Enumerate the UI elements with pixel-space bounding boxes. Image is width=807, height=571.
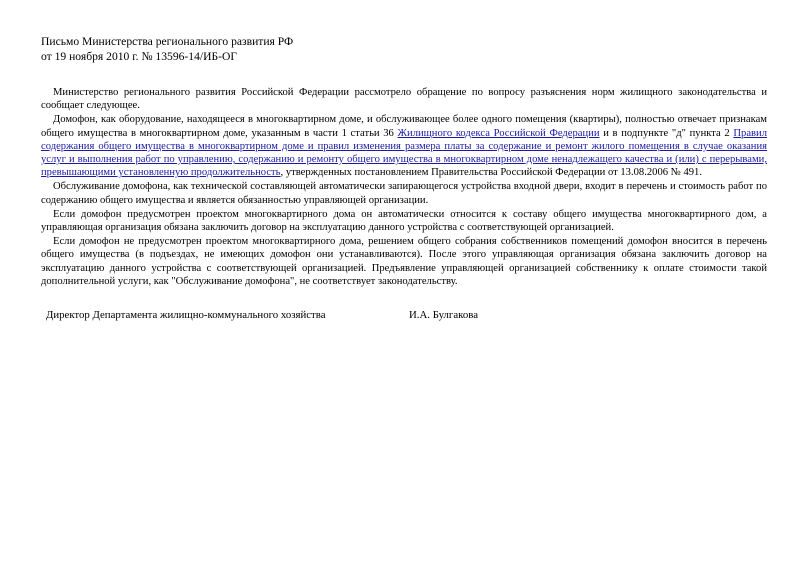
document-title-line-2: от 19 ноября 2010 г. № 13596-14/ИБ-ОГ xyxy=(41,50,238,63)
paragraph-2-text-3: , утвержденных постановлением Правительства Российской Федерации от 13.08.2006 № 491. xyxy=(280,167,702,179)
paragraph-3: Обслуживание домофона, как технической составляющей автоматически запирающегося устройства входной двери, входит в перечень и стоимость работ по содержанию общего имущества и является обязанностью управляющей организации. xyxy=(41,181,767,206)
document-title-line-1: Письмо Министерства регионального развития РФ xyxy=(41,35,294,48)
paragraph-5: Если домофон не предусмотрен проектом многоквартирного дома, решением общего собрания собственников помещений домофон вносится в перечень общего имущества (в подъездах, не имеющих домофон они устанавливаются). После этого управляющая организация обязана заключить договор на эксплуатацию данного устройства с соответствующей организацией. Предъявление управляющей организацией собственнику к оплате стоимости такой дополнительной услуги, как "Обслуживание домофона", не соответствует законодательству. xyxy=(41,236,767,287)
paragraph-1: Министерство регионального развития Российской Федерации рассмотрело обращение по вопросу разъяснения норм жилищного законодательства и сообщает следующее. xyxy=(41,87,767,112)
housing-code-link[interactable]: Жилищного кодекса Российской Федерации xyxy=(397,127,600,139)
signatory-name: И.А. Булгакова xyxy=(409,309,478,322)
signature-block xyxy=(41,308,767,322)
paragraph-2-text-2: и в подпункте "д" пункта 2 xyxy=(599,127,734,139)
paragraph-2-text-1: Домофон, как оборудование, находящееся в многоквартирном доме, и обслуживающее более одного помещения (квартиры), полностью отвечает признакам общего имущества в многоквартирном доме, указанным в части 1 статьи 36 xyxy=(41,114,767,139)
signatory-position: Директор Департамента жилищно-коммунального хозяйства xyxy=(46,309,326,322)
document-page xyxy=(41,34,767,322)
document-title xyxy=(41,34,767,64)
paragraph-2 xyxy=(41,113,767,179)
document-body xyxy=(41,86,767,288)
paragraph-4: Если домофон предусмотрен проектом многоквартирного дома он автоматически относится к составу общего имущества многоквартирного дом, а управляющая организация обязана заключить договор на эксплуатацию данного устройства с соответствующей организацией. xyxy=(41,208,767,234)
maintenance-rules-link[interactable]: Правил содержания общего имущества в многоквартирном доме и правил изменения размера платы за содержание и ремонт жилого помещения в случае оказания услуг и выполнения работ по управлению, содержанию и ремонту общего имущества в многоквартирном доме ненадлежащего качества и (или) с перерывами, превышающими установленную продолжительность xyxy=(41,127,767,179)
